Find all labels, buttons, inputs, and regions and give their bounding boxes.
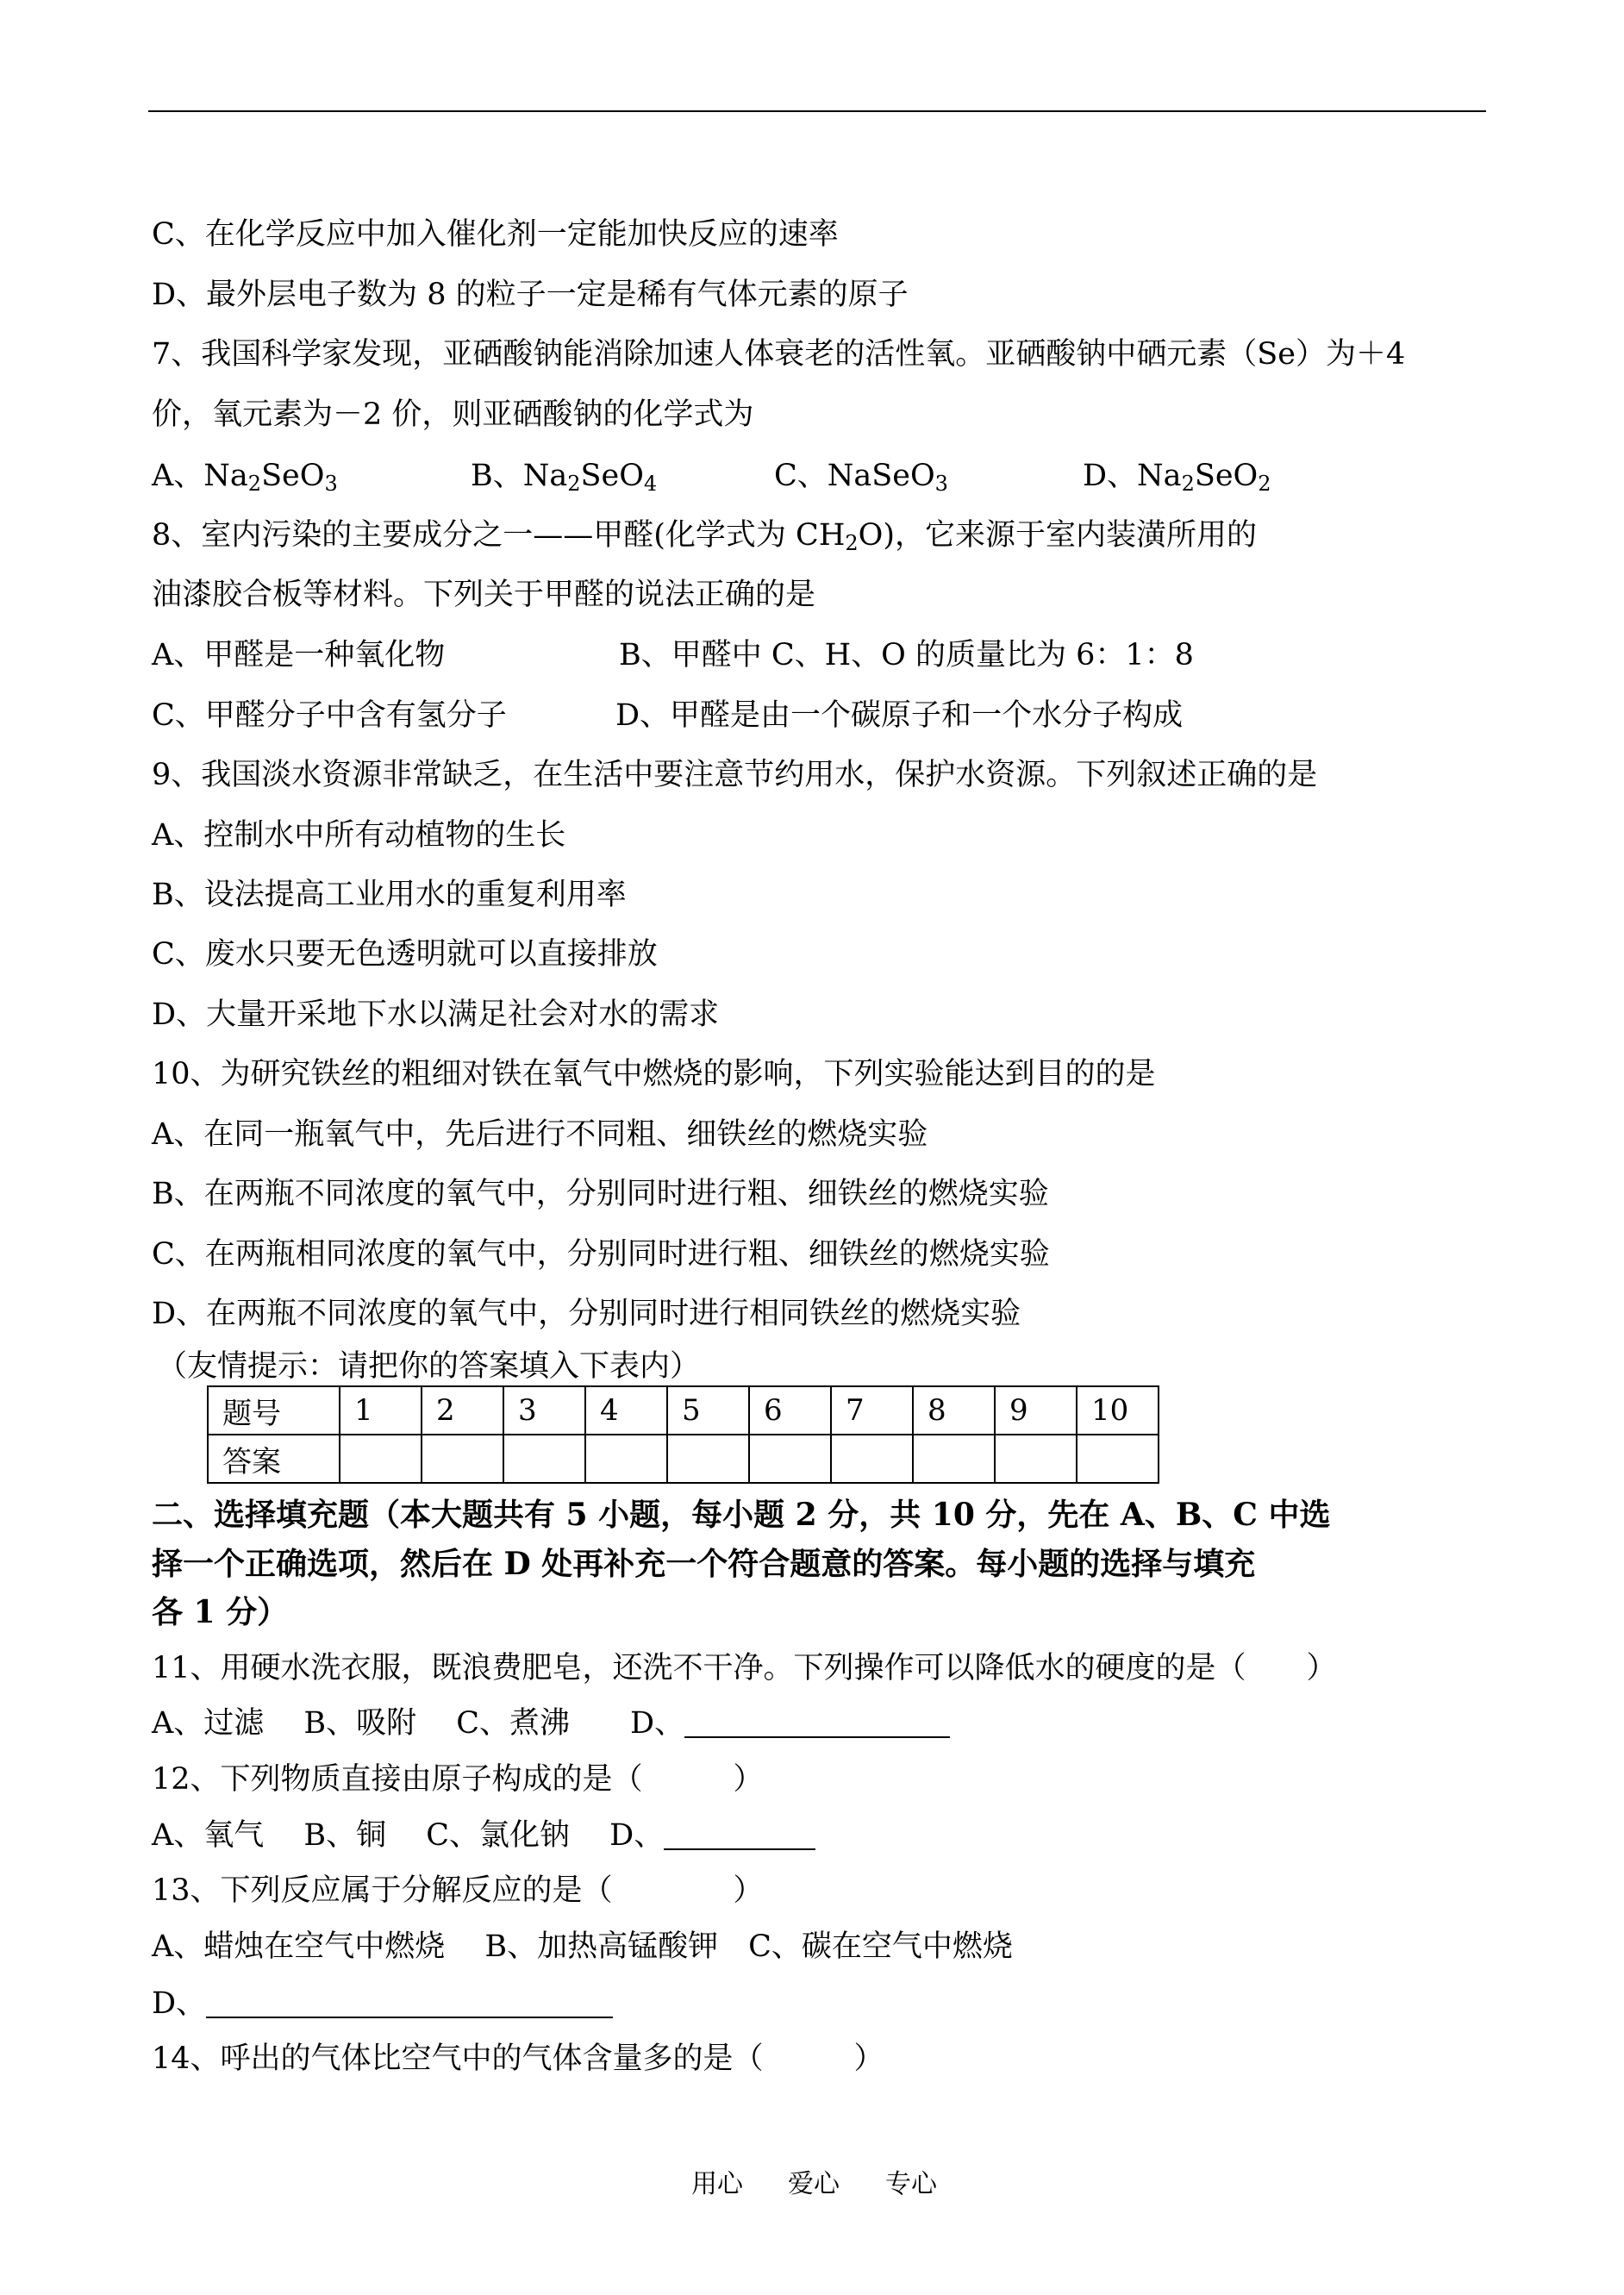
answer-cell[interactable] <box>667 1435 749 1483</box>
question-11: 11、用硬水洗衣服，既浪费肥皂，还洗不干净。下列操作可以降低水的硬度的是（ ） <box>152 1651 1337 1685</box>
statement-d: D、最外层电子数为 8 的粒子一定是稀有气体元素的原子 <box>152 278 909 312</box>
q7-option-b-sub2: 4 <box>643 472 658 496</box>
q7-option-d[interactable] <box>1083 457 1271 495</box>
question-8-line1 <box>152 516 1257 554</box>
question-12: 12、下列物质直接由原子构成的是（ ） <box>152 1762 764 1797</box>
q13-options: A、蜡烛在空气中燃烧 B、加热高锰酸钾 C、碳在空气中燃烧 <box>152 1929 1013 1964</box>
q9-option-a[interactable]: A、控制水中所有动植物的生长 <box>152 818 566 853</box>
question-7-line2: 价，氧元素为－2 价，则亚硒酸钠的化学式为 <box>152 397 754 432</box>
question-number-cell: 5 <box>667 1386 749 1435</box>
q13-option-d-label: D、 <box>152 1986 207 2021</box>
section-2-heading-line2: 择一个正确选项，然后在 D 处再补充一个符合题意的答案。每小题的选择与填充 <box>152 1546 1256 1582</box>
q11-options-text: A、过滤 B、吸附 C、煮沸 D、 <box>152 1706 685 1741</box>
q11-answer-blank[interactable] <box>684 1710 950 1738</box>
q9-option-b[interactable]: B、设法提高工业用水的重复利用率 <box>152 878 627 912</box>
question-number-cell: 1 <box>340 1386 422 1435</box>
q7-option-c[interactable] <box>774 457 948 495</box>
question-number-cell: 9 <box>995 1386 1077 1435</box>
section-2-heading-line1: 二、选择填充题（本大题共有 5 小题，每小题 2 分，共 10 分，先在 A、B、C 中选 <box>152 1497 1331 1533</box>
question-number-cell: 2 <box>422 1386 503 1435</box>
q7-option-b-pre: B、Na <box>471 459 568 493</box>
answer-cell[interactable] <box>340 1435 422 1483</box>
q7-option-b[interactable] <box>471 457 657 495</box>
question-number-cell: 10 <box>1077 1386 1159 1435</box>
section-2-heading-line3: 各 1 分） <box>152 1594 289 1630</box>
question-number-label: 题号 <box>208 1386 340 1435</box>
q7-option-c-pre: C、NaSeO <box>774 459 935 493</box>
q7-option-b-mid: SeO <box>580 459 644 493</box>
q8-text-pre: 8、室内污染的主要成分之一——甲醛(化学式为 CH <box>152 518 846 553</box>
q7-option-a-sub1: 2 <box>247 472 262 496</box>
q9-option-d[interactable]: D、大量开采地下水以满足社会对水的需求 <box>152 997 720 1032</box>
q13-option-d <box>152 1985 613 2023</box>
q10-option-c[interactable]: C、在两瓶相同浓度的氧气中，分别同时进行粗、细铁丝的燃烧实验 <box>152 1237 1050 1272</box>
q7-option-d-sub1: 2 <box>1181 472 1195 496</box>
q8-option-a[interactable]: A、甲醛是一种氧化物 <box>152 638 446 672</box>
q8-text-post: O)，它来源于室内装潢所用的 <box>858 518 1257 553</box>
question-number-cell: 4 <box>585 1386 667 1435</box>
question-number-cell: 7 <box>831 1386 913 1435</box>
q7-option-d-mid: SeO <box>1194 459 1259 493</box>
q7-option-b-sub1: 2 <box>567 472 581 496</box>
q7-option-a-sub2: 3 <box>324 472 338 496</box>
answer-table-header-row <box>208 1386 1159 1435</box>
question-number-cell: 8 <box>913 1386 995 1435</box>
q7-option-d-sub2: 2 <box>1258 472 1271 496</box>
question-number-cell: 6 <box>749 1386 831 1435</box>
footer-yongxin: 用心 <box>691 2169 743 2199</box>
answer-label: 答案 <box>208 1435 340 1483</box>
answer-cell[interactable] <box>749 1435 831 1483</box>
q7-option-c-sub1: 3 <box>934 472 948 496</box>
q12-options <box>152 1817 815 1854</box>
q8-text-sub: 2 <box>845 531 859 555</box>
footer-zhuanxin: 专心 <box>885 2169 937 2199</box>
statement-c: C、在化学反应中加入催化剂一定能加快反应的速率 <box>152 217 839 252</box>
answer-cell[interactable] <box>913 1435 995 1483</box>
question-10: 10、为研究铁丝的粗细对铁在氧气中燃烧的影响，下列实验能达到目的的是 <box>152 1057 1156 1091</box>
footer-aixin: 爱心 <box>788 2169 840 2199</box>
q12-options-text: A、氧气 B、铜 C、氯化钠 D、 <box>152 1818 665 1853</box>
question-7-line1: 7、我国科学家发现，亚硒酸钠能消除加速人体衰老的活性氧。亚硒酸钠中硒元素（Se）为＋4 <box>152 337 1406 372</box>
answer-table <box>207 1385 1159 1484</box>
question-8-line2: 油漆胶合板等材料。下列关于甲醛的说法正确的是 <box>152 578 816 612</box>
answer-table-answer-row <box>208 1435 1159 1483</box>
answer-cell[interactable] <box>422 1435 503 1483</box>
answer-cell[interactable] <box>995 1435 1077 1483</box>
answer-cell[interactable] <box>831 1435 913 1483</box>
q8-option-c[interactable]: C、甲醛分子中含有氢分子 <box>152 698 507 733</box>
q12-answer-blank[interactable] <box>664 1823 815 1850</box>
q7-option-a[interactable] <box>152 457 338 495</box>
q8-option-d[interactable]: D、甲醛是由一个碳原子和一个水分子构成 <box>615 698 1184 733</box>
q7-option-a-mid: SeO <box>261 459 325 493</box>
answer-tip: （友情提示：请把你的答案填入下表内） <box>157 1349 701 1384</box>
q10-option-d[interactable]: D、在两瓶不同浓度的氧气中，分别同时进行相同铁丝的燃烧实验 <box>152 1297 1021 1331</box>
answer-cell[interactable] <box>503 1435 585 1483</box>
question-number-cell: 3 <box>503 1386 585 1435</box>
answer-cell[interactable] <box>1077 1435 1159 1483</box>
question-14: 14、呼出的气体比空气中的气体含量多的是（ ） <box>152 2042 884 2076</box>
question-9: 9、我国淡水资源非常缺乏，在生活中要注意节约用水，保护水资源。下列叙述正确的是 <box>152 758 1318 792</box>
q8-option-b[interactable]: B、甲醛中 C、H、O 的质量比为 6：1：8 <box>619 638 1194 672</box>
q9-option-c[interactable]: C、废水只要无色透明就可以直接排放 <box>152 937 658 972</box>
q11-options <box>152 1704 950 1742</box>
q7-option-a-pre: A、Na <box>152 459 248 493</box>
q10-option-b[interactable]: B、在两瓶不同浓度的氧气中，分别同时进行粗、细铁丝的燃烧实验 <box>152 1177 1049 1211</box>
question-13: 13、下列反应属于分解反应的是（ ） <box>152 1873 764 1908</box>
q13-answer-blank[interactable] <box>206 1991 613 2018</box>
header-rule <box>148 110 1486 112</box>
q7-option-d-pre: D、Na <box>1083 459 1182 493</box>
q10-option-a[interactable]: A、在同一瓶氧气中，先后进行不同粗、细铁丝的燃烧实验 <box>152 1117 928 1152</box>
answer-cell[interactable] <box>585 1435 667 1483</box>
